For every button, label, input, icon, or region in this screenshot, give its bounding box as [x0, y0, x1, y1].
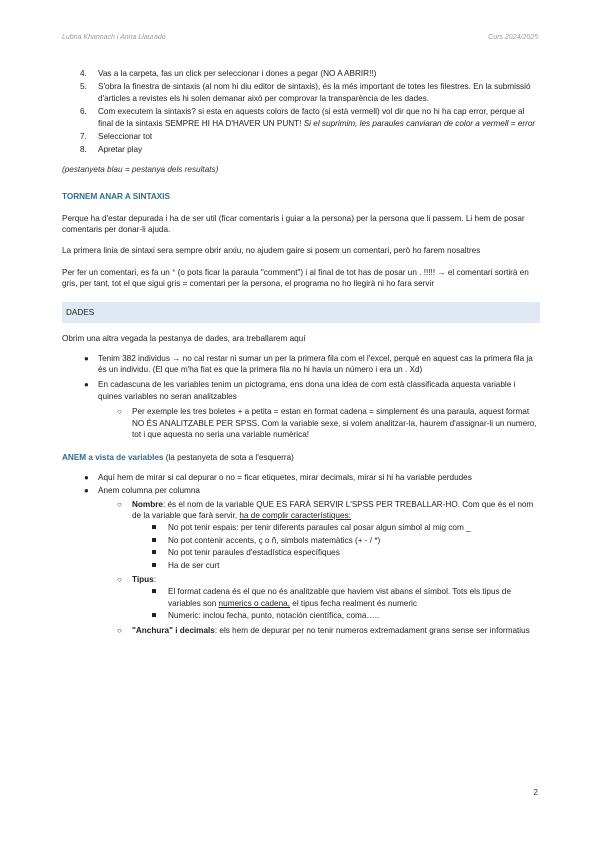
list-item: ○ Tipus:	[117, 575, 156, 584]
section-heading-anem: ANEM a vista de variables	[62, 453, 164, 463]
step-item: 6. Com executem la sintaxis? si esta en aquests colors de facto (si està vermell) vol dir que no hi ha cap error, perque al final de la sintaxis SEMPRE HI HA D'HAVER UN PUNT! Si el suprimim, les paraules canviaran de color a vermell = error	[80, 107, 536, 128]
list-item: ○ Per exemple les tres boletes + a petita = estan en format cadena = simplement és una paraula, aquest format NO ÉS ANALITZABLE PER SPSS. Com la variable sexe, si volem analitzar-la, haurem d'assignar-li un numero, tot i que aquesta no seria una variable numèrica!	[117, 407, 537, 439]
square-bullet-icon	[152, 563, 156, 567]
list-item: Ha de ser curt	[62, 560, 540, 571]
square-bullet-icon	[152, 613, 156, 617]
list-item: ○ "Anchura" i decimals: els hem de depurar per no tenir numeros extremadament grans sense ser informatius	[117, 625, 530, 635]
list-item: ○ Nombre: és el nom de la variable QUE ES FARÀ SERVIR L'SPSS PER TREBALLAR-HO. Com que és el nom de la variable que farà servir, ha de complir característiques:	[117, 499, 534, 520]
asterisk-symbol: *	[172, 267, 176, 277]
section-band-dades: DADES	[62, 302, 540, 323]
list-item: Numeric: inclou fecha, punto, notación científica, coma…..	[62, 610, 540, 621]
bullet-icon: ●	[84, 380, 89, 390]
circle-bullet-icon: ○	[117, 625, 122, 635]
paragraph: Perque ha d'estar depurada i ha de ser util (ficar comentaris i guiar a la persona) per la persona que li passem. Li hem de posar comentaris per donar-li ajuda.	[62, 213, 525, 235]
square-bullet-icon	[152, 525, 156, 529]
circle-bullet-icon: ○	[117, 575, 122, 584]
step-item: 8. Apretar play	[80, 145, 143, 155]
square-bullet-icon	[152, 538, 156, 542]
page-content	[62, 68, 540, 636]
results-tab-note: (pestanyeta blau = pestanya dels resultats)	[62, 164, 219, 174]
bullet-icon: ●	[84, 486, 89, 496]
step-item: 4. Vas a la carpeta, fas un click per seleccionar i dones a pegar (NO A ABRIR!!)	[80, 69, 377, 78]
paragraph: ANEM a vista de variables (la pestanyeta de sota a l'esquerra)	[62, 453, 294, 463]
circle-bullet-icon: ○	[117, 499, 122, 509]
step-item: 7. Seleccionar tot	[80, 132, 153, 142]
paragraph: La primera linia de sintaxi sera sempre obrir arxiu, no ajudem gaire si posem un comentari, però ho farem nosaltres	[62, 246, 481, 256]
header-course: Curs 2024/2025	[488, 34, 538, 41]
list-item: No pot tenir paraules d'estadística específiques	[62, 547, 540, 558]
bullet-icon: ●	[84, 353, 89, 363]
paragraph: Obrim una altra vegada la pestanya de dades, ara treballarem aquí	[62, 334, 306, 344]
paragraph: Per fer un comentari, es fa un * (o pots ficar la paraula "comment") i al final de tot has de posar un . !!!!! → el comentari sortirà en gris, per tant, tot el que sigui gris = comentari per la persona, el programa no ho llegirà ni ho fara servir	[62, 267, 529, 289]
circle-bullet-icon: ○	[117, 407, 122, 417]
list-item: El format cadena és el que no és analitzable que haviem vist abans el símbol. Tots els tipus de variables son numerics o cadena, el tipus fecha realment és numeric	[62, 586, 540, 609]
numbered-steps	[62, 68, 540, 156]
step-item: 5. S'obra la finestra de sintaxis (al nom hi diu editor de sintaxis), és la més important de totes les filestres. En la submissió d'articles a revistes els hi solen demanar això per comprovar la transparència de les dades.	[80, 82, 531, 103]
square-bullet-icon	[152, 550, 156, 554]
list-item: ● Anem columna per columna	[84, 486, 200, 496]
bullet-icon: ●	[84, 472, 89, 482]
square-bullet-icon	[152, 589, 156, 593]
list-item: No pot tenir espais: per tenir diferents paraules cal posar algun simbol al mig com _	[62, 522, 540, 533]
page-number: 2	[533, 788, 538, 797]
section-heading-sintaxis: TORNEM ANAR A SINTAXIS	[62, 192, 170, 202]
list-item: ● En cadascuna de les variables tenim un pictograma, ens dona una idea de com està classificada aquesta variable i quines variables no seran analitzables	[84, 380, 516, 401]
header-authors: Lubna Khannach i Anna Llauradó	[62, 34, 166, 41]
list-item: No pot contenir accents, ç o ñ, simbols matemàtics (+ - / *)	[62, 535, 540, 546]
list-item: ● Aquí hem de mirar si cal depurar o no = ficar etiquetes, mirar decimals, mirar si hi ha variable perdudes	[84, 472, 472, 482]
list-item: ● Tenim 382 individus → no cal restar ni sumar un per la primera fila com el l'excel, perquè en aquest cas la primera fila ja és un individu. (El que m'ha fiat es que la primera fila no hi havia un número i era un . Xd)	[84, 353, 533, 374]
